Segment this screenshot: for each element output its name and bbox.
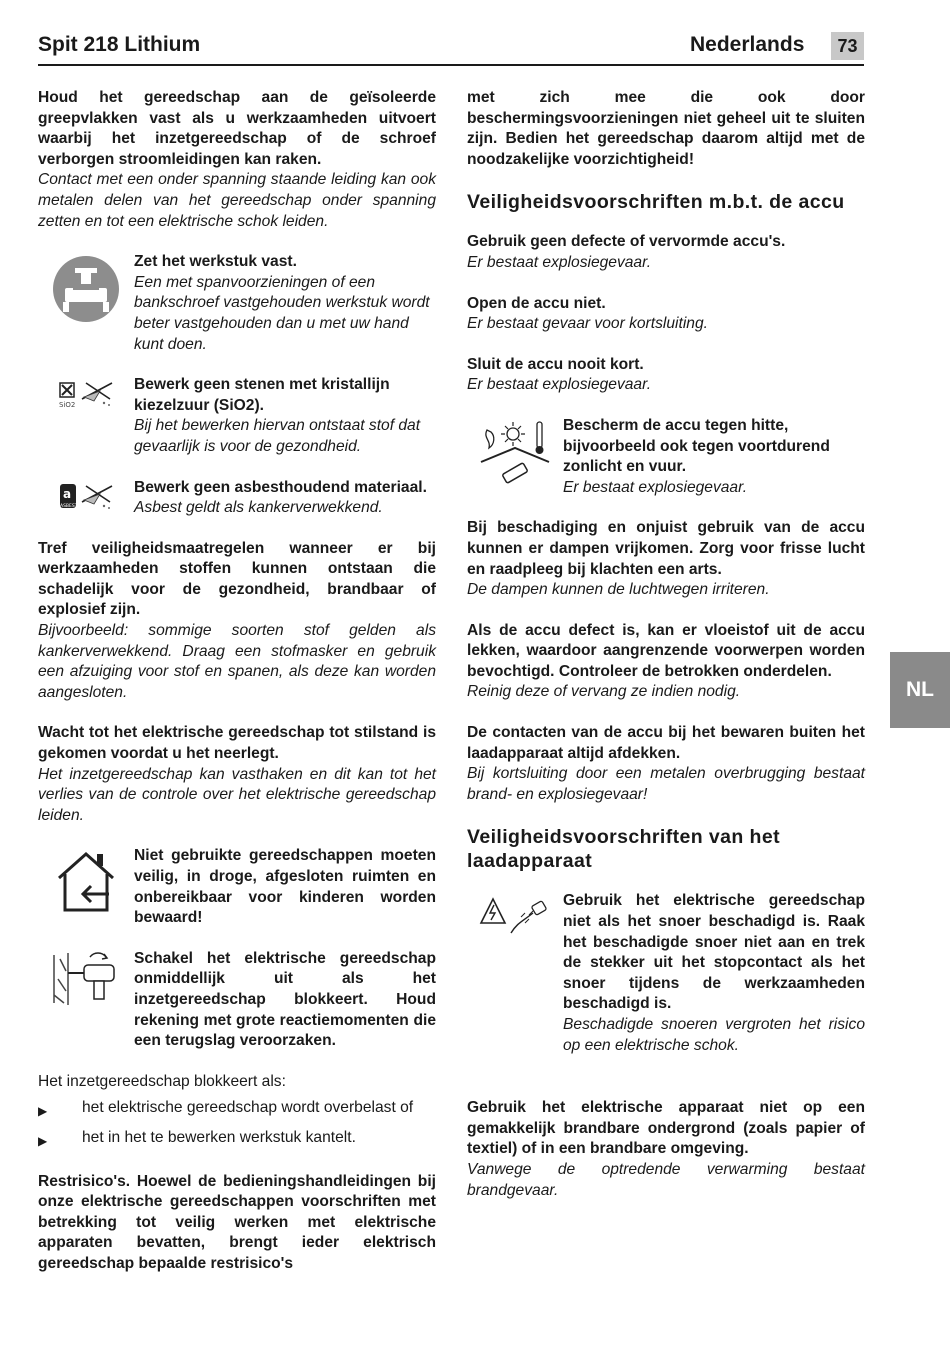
- header-rule: [38, 64, 864, 66]
- asbestos-icon-label: ASBEST: [60, 503, 78, 509]
- battery-rule-open: [467, 294, 865, 335]
- battery-fumes-section: [467, 518, 865, 600]
- language-side-tab: NL: [890, 652, 950, 728]
- battery-contacts-section: [467, 723, 865, 805]
- flammable-surface-section: [467, 1098, 865, 1201]
- insulated-grip-section: [38, 88, 436, 232]
- heat-section: [467, 416, 865, 498]
- battery-rule-defective: [467, 232, 865, 273]
- heat-reason: Er bestaat explosiegevaar.: [563, 478, 748, 496]
- battery-rule-text: Sluit de accu nooit kort.: [467, 355, 644, 373]
- hazardous-dust-section: [38, 539, 436, 704]
- battery-rule-reason: Er bestaat gevaar voor kortsluiting.: [467, 315, 708, 333]
- damaged-cord-icon: [467, 891, 563, 1056]
- battery-rule-short: [467, 355, 865, 396]
- kickback-icon: [38, 949, 134, 1052]
- silica-warning: Bewerk geen stenen met kristallijn kiezelzuur (SiO2).: [134, 376, 390, 414]
- bullet-arrow-icon: ▶: [38, 1133, 48, 1148]
- list-item-text: het in het te bewerken werkstuk kantelt.: [82, 1128, 356, 1146]
- battery-contacts-warning: De contacten van de accu bij het bewaren buiten het laadapparaat altijd afdekken.: [467, 724, 865, 762]
- battery-rule-text: Open de accu niet.: [467, 294, 606, 312]
- asbestos-section: [38, 478, 436, 519]
- clamp-section: [38, 252, 436, 355]
- standstill-reason: Het inzetgereedschap kan vasthaken en dit kan tot het verlies van de controle over het elektrische gereedschap leiden.: [38, 765, 436, 824]
- storage-warning: Niet gebruikte gereedschappen moeten veilig, in droge, afgesloten ruimten en onbereikbaar voor kinderen worden bewaard!: [134, 847, 436, 927]
- flammable-surface-reason: Vanwege de optredende verwarming bestaat brandgevaar.: [467, 1160, 865, 1199]
- house-storage-icon: [38, 846, 134, 928]
- right-column: [467, 88, 865, 1201]
- blocked-tool-warning: Schakel het elektrische gereedschap onmiddellijk uit als het inzetgereedschap blokkeert. Houd rekening met grote reactiemomenten die een terugslag veroorzaken.: [134, 949, 436, 1050]
- clamp-reason: Een met spanvoorzieningen of een bankschroef vastgehouden werkstuk wordt beter vastgehouden dan u met uw hand kunt doen.: [134, 273, 430, 353]
- list-item: [38, 1098, 436, 1122]
- page-number: 73: [831, 32, 864, 60]
- list-item: [38, 1128, 436, 1152]
- bullet-arrow-icon: ▶: [38, 1104, 48, 1119]
- hazardous-dust-warning: Tref veiligheidsmaatregelen wanneer er bij werkzaamheden stoffen kunnen ontstaan die schadelijk voor de gezondheid, brandbaar of explosief zijn.: [38, 539, 436, 619]
- list-item-text: het elektrische gereedschap wordt overbelast of: [82, 1099, 414, 1117]
- asbestos-warning: Bewerk geen asbesthoudend materiaal.: [134, 478, 427, 496]
- blocked-tool-section: [38, 949, 436, 1052]
- battery-rule-reason: Er bestaat explosiegevaar.: [467, 376, 652, 394]
- battery-safety-heading: Veiligheidsvoorschriften m.b.t. de accu: [467, 191, 845, 214]
- residual-risk-text: Restrisico's. Hoewel de bedieningshandleidingen bij onze elektrische gereedschappen voorschriften met betrekking tot veilig werken met elektrische apparaten bevatten, brengt ieder elektrisch gereedschap bepaalde restrisico's: [38, 1172, 436, 1272]
- residual-risk-continued: [467, 88, 865, 170]
- blocked-conditions-list: [38, 1098, 436, 1151]
- silica-section: [38, 375, 436, 457]
- battery-fumes-warning: Bij beschadiging en onjuist gebruik van de accu kunnen er dampen vrijkomen. Zorg voor frisse lucht en raadpleeg bij klachten een arts.: [467, 519, 865, 578]
- cord-section: [467, 891, 865, 1056]
- battery-leak-warning: Als de accu defect is, kan er vloeistof uit de accu lekken, waardoor aangrenzende voorwerpen worden bevochtigd. Controleer de betrokken onderdelen.: [467, 621, 865, 680]
- clamp-workpiece-icon: [38, 252, 134, 355]
- residual-risk-continued-text: met zich mee die ook door beschermingsvoorzieningen niet geheel uit te sluiten zijn. Bedien het gereedschap daarom altijd met de noodzakelijke voorzichtigheid!: [467, 89, 865, 168]
- silica-icon-label: SiO2: [59, 401, 76, 410]
- flammable-surface-warning: Gebruik het elektrische apparaat niet op een gemakkelijk brandbare ondergrond (zoals papier of textiel) of in een brandbare omgeving.: [467, 1099, 865, 1158]
- silica-reason: Bij het bewerken hiervan ontstaat stof dat gevaarlijk is voor de gezondheid.: [134, 417, 421, 455]
- asbestos-reason: Asbest geldt als kankerverwekkend.: [134, 499, 383, 517]
- silica-dust-icon: [38, 375, 134, 457]
- language-label: Nederlands: [690, 33, 805, 56]
- clamp-warning: Zet het werkstuk vast.: [134, 253, 297, 271]
- heat-warning: Bescherm de accu tegen hitte, bijvoorbeeld ook tegen voortdurend zonlicht en vuur.: [563, 416, 830, 476]
- battery-fumes-reason: De dampen kunnen de luchtwegen irriteren.: [467, 581, 770, 599]
- insulated-grip-warning: Houd het gereedschap aan de geïsoleerde greepvlakken vast als u werkzaamheden uitvoert waarbij het inzetgereedschap of de schroef verborgen stroomleidingen kan raken.: [38, 89, 436, 168]
- asbestos-icon: [38, 478, 134, 519]
- hazardous-dust-reason: Bijvoorbeeld: sommige soorten stof gelden als kankerverwekkend. Draag een stofmasker en gebruik een afzuiging voor stof en spanen, als deze kan worden aangesloten.: [38, 622, 436, 701]
- battery-contacts-reason: Bij kortsluiting door een metalen overbrugging bestaat brand- en explosiegevaar!: [467, 765, 865, 803]
- heat-sun-fire-icon: [467, 416, 563, 498]
- battery-rule-text: Gebruik geen defecte of vervormde accu's.: [467, 233, 786, 251]
- residual-risk-section: [38, 1172, 436, 1275]
- standstill-warning: Wacht tot het elektrische gereedschap tot stilstand is gekomen voordat u het neerlegt.: [38, 724, 436, 763]
- standstill-section: [38, 723, 436, 826]
- manual-title: Spit 218 Lithium: [38, 33, 201, 56]
- cord-reason: Beschadigde snoeren vergroten het risico op een elektrische schok.: [563, 1016, 865, 1054]
- svg-text:a: a: [63, 486, 72, 501]
- battery-leak-section: [467, 621, 865, 703]
- battery-rule-reason: Er bestaat explosiegevaar.: [467, 253, 652, 271]
- cord-warning: Gebruik het elektrische gereedschap niet als het snoer beschadigd is. Raak het beschadigde snoer niet aan en trek de stekker uit het stopcontact als het snoer tijdens de werkzaamheden beschadigd is.: [563, 892, 865, 1013]
- charger-safety-heading: Veiligheidsvoorschriften van het laadapparaat: [467, 826, 780, 873]
- insulated-grip-reason: Contact met een onder spanning staande leiding kan ook metalen delen van het gereedschap onder spanning zetten en tot een elektrische schok leiden.: [38, 171, 436, 230]
- storage-section: [38, 846, 436, 928]
- battery-leak-reason: Reinig deze of vervang ze indien nodig.: [467, 683, 741, 701]
- left-column: [38, 88, 436, 1275]
- blocked-intro: Het inzetgereedschap blokkeert als:: [38, 1072, 286, 1090]
